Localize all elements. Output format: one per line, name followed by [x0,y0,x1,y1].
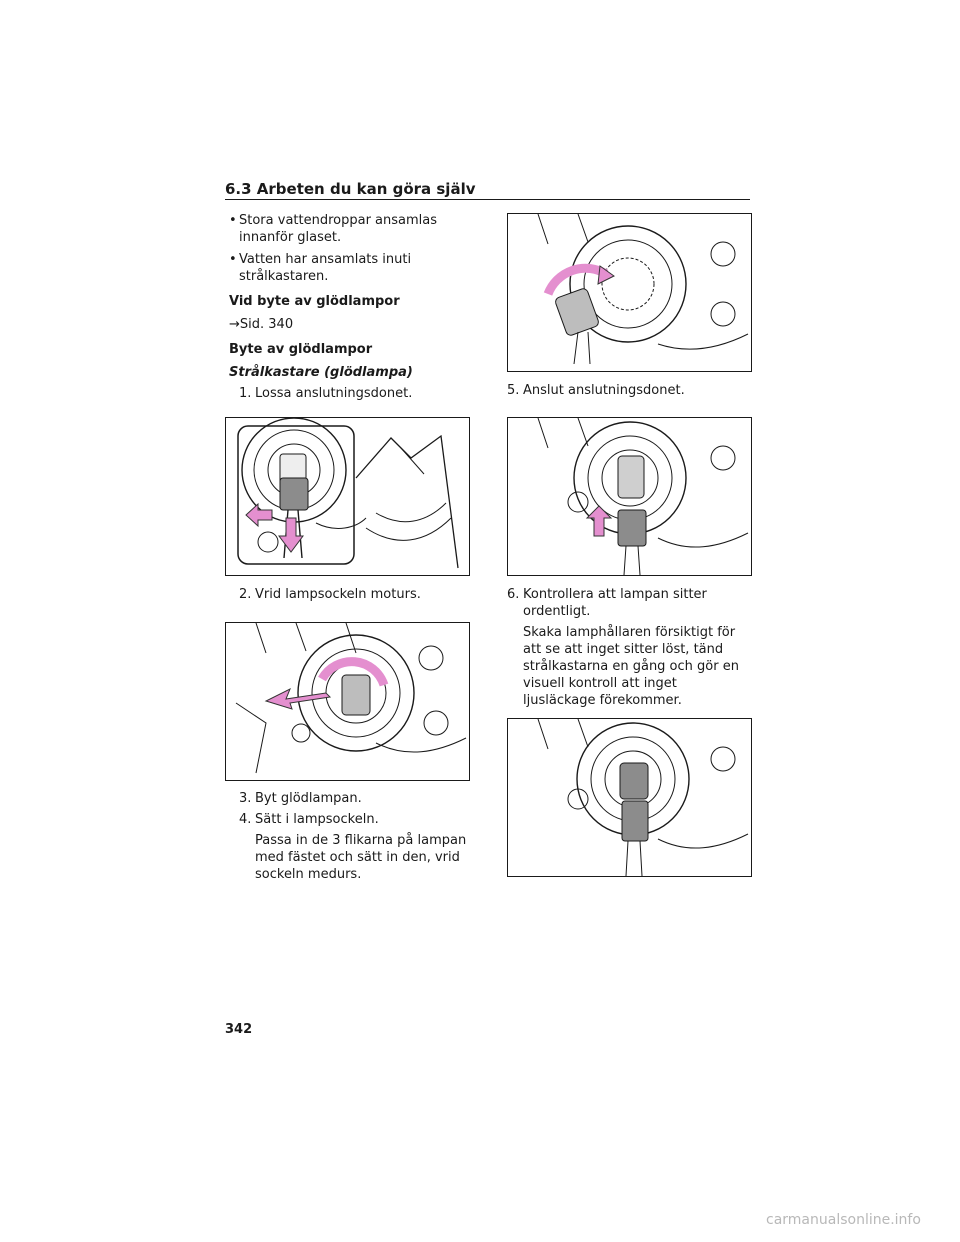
left-column-step2 [229,586,479,607]
page-number: 342 [225,1022,253,1037]
heading-headlight: Strålkastare (glödlampa) [229,365,413,380]
step-number: 4. [239,812,252,827]
right-column-step6 [507,586,751,713]
section-title: 6.3 Arbeten du kan göra själv [225,180,476,198]
step-6 [507,586,751,620]
right-column-step5 [507,382,751,403]
figure-disconnect-connector [225,417,470,576]
step-number: 1. [239,386,252,401]
connector-shape [622,801,648,841]
headlight-illustration-5 [508,719,751,876]
headlight-illustration-1 [226,418,469,575]
left-column-intro [229,212,479,406]
step-text: Vrid lampsockeln moturs. [255,587,421,602]
left-column-step3-4 [229,790,479,887]
step-text: Kontrollera att lampan sitter ordentligt. [523,587,707,619]
step-number: 3. [239,791,252,806]
figure-check-lamp [507,718,752,877]
step-text: Sätt i lampsockeln. [255,812,379,827]
headlight-illustration-4 [508,418,751,575]
step-5 [507,382,751,399]
figure-connect-connector [507,417,752,576]
page-reference-link[interactable]: →Sid. 340 [229,317,294,332]
bulb-socket-shape [554,287,600,336]
step-4 [229,811,479,828]
watermark: carmanualsonline.info [766,1212,921,1228]
connector-shape [280,478,308,510]
bullet-item: • Vatten har ansamlats inuti strålkastaren. [229,251,479,285]
step-2 [229,586,479,603]
figure-insert-socket [507,213,752,372]
bulb-socket-shape [342,675,370,715]
step-4-note: Passa in de 3 flikarna på lampan med fästet och sätt in den, vrid sockeln medurs. [255,833,467,882]
heading-replace: Vid byte av glödlampor [229,294,400,309]
step-text: Byt glödlampan. [255,791,362,806]
step-text: Anslut anslutningsdonet. [523,383,685,398]
arrow-left-icon [246,504,272,526]
arrow-clockwise-icon [598,266,614,284]
headlight-illustration-2 [226,623,469,780]
step-1 [229,385,479,402]
step-text: Lossa anslutningsdonet. [255,386,413,401]
figure-rotate-socket [225,622,470,781]
heading-bulb: Byte av glödlampor [229,342,373,357]
step-3 [229,790,479,807]
step-number: 6. [507,587,520,602]
bullet-item: • Stora vattendroppar ansamlas innanför glaset. [229,212,479,246]
step-6-note: Skaka lamphållaren försiktigt för att se att inget sitter löst, tänd strålkastarna en gång och gör en visuell kontroll att inget ljusläckage förekommer. [523,625,739,708]
section-rule [225,199,750,200]
headlight-illustration-3 [508,214,751,371]
step-number: 5. [507,383,520,398]
step-number: 2. [239,587,252,602]
arrow-up-icon [587,506,611,536]
connector-shape [618,510,646,546]
